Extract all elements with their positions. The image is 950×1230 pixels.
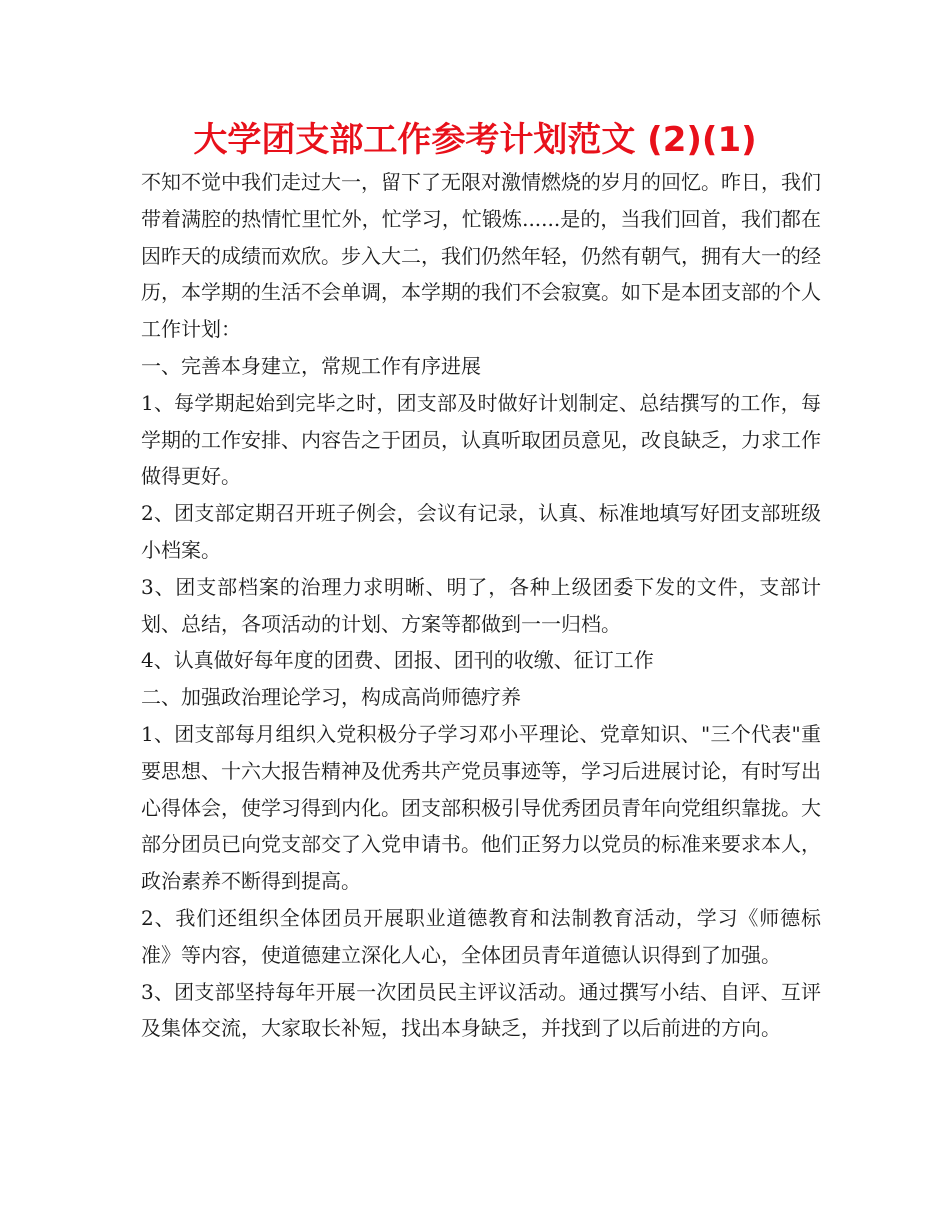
document-title: 大学团支部工作参考计划范文 (2)(1) xyxy=(193,120,757,160)
section-2-item-1: 1、团支部每月组织入党积极分子学习邓小平理论、党章知识、"三个代表"重要思想、十六大报告精神及优秀共产党员事迹等，学习后进展讨论，有时写出心得体会，使学习得到内化。团支部积极引导优秀团员青年向党组织靠拢。大部分团员已向党支部交了入党申请书。他们正努力以党员的标准来要求本人，政治素养不断得到提高。 xyxy=(141,721,821,894)
section-heading-1: 一、完善本身建立，常规工作有序进展 xyxy=(141,353,481,378)
section-heading-2: 二、加强政治理论学习，构成高尚师德疗养 xyxy=(141,685,521,710)
section-2-item-2: 2、我们还组织全体团员开展职业道德教育和法制教育活动，学习《师德标准》等内容，使道德建立深化人心，全体团员青年道德认识得到了加强。 xyxy=(141,905,821,967)
paragraph-intro: 不知不觉中我们走过大一，留下了无限对激情燃烧的岁月的回忆。昨日，我们带着满腔的热情忙里忙外，忙学习，忙锻炼......是的，当我们回首，我们都在因昨天的成绩而欢欣。步入大二，我们仍然年轻，仍然有朝气，拥有大一的经历，本学期的生活不会单调，本学期的我们不会寂寞。如下是本团支部的个人工作计划： xyxy=(141,170,821,342)
document-body xyxy=(141,164,821,1047)
section-1-item-2: 2、团支部定期召开班子例会，会议有记录，认真、标准地填写好团支部班级小档案。 xyxy=(141,501,821,562)
section-1-item-4: 4、认真做好每年度的团费、团报、团刊的收缴、征订工作 xyxy=(141,648,654,673)
section-1-item-1: 1、每学期起始到完毕之时，团支部及时做好计划制定、总结撰写的工作，每学期的工作安排、内容告之于团员，认真听取团员意见，改良缺乏，力求工作做得更好。 xyxy=(141,390,821,489)
section-1-item-3: 3、团支部档案的治理力求明晰、明了，各种上级团委下发的文件，支部计划、总结，各项活动的计划、方案等都做到一一归档。 xyxy=(141,574,821,636)
section-2-item-3: 3、团支部坚持每年开展一次团员民主评议活动。通过撰写小结、自评、互评及集体交流，大家取长补短，找出本身缺乏，并找到了以后前进的方向。 xyxy=(141,979,821,1041)
